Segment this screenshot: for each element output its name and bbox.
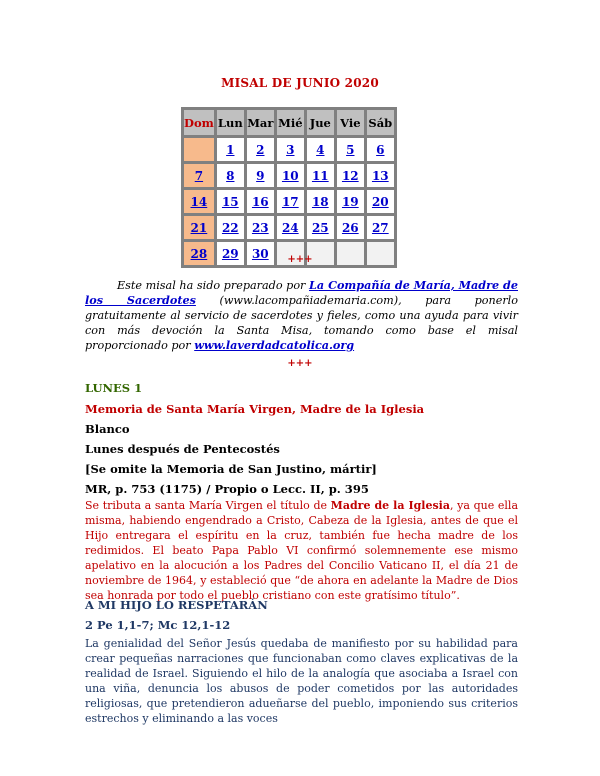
calendar-day-cell [217,138,244,161]
calendar-day-cell [337,216,364,239]
calendar-day-link[interactable]: 4 [316,142,325,157]
memorial-text-emphasis: Madre de la Iglesia [330,499,450,512]
calendar-day-link[interactable]: 17 [281,194,299,209]
omission-note: [Se omite la Memoria de San Justino, mártir] [85,462,377,476]
calendar-day-link[interactable]: 6 [376,142,385,157]
calendar-day-link[interactable]: 7 [194,168,204,183]
day-header-mie: Mié [277,110,304,135]
calendar-day-link[interactable]: 10 [281,168,299,183]
calendar-day-cell [247,164,274,187]
memorial-description [85,498,518,603]
calendar-day-cell [367,164,394,187]
readings-reference: 2 Pe 1,1-7; Mc 12,1-12 [85,618,231,632]
calendar-day-cell [217,164,244,187]
page-title: MISAL DE JUNIO 2020 [221,76,379,90]
memorial-text-end: , ya que ella misma, habiendo engendrado a Cristo, Cabeza de la Iglesia, antes de que el Hijo entregara el espíritu en la cruz, también fue hecha madre de los redimidos. El beato Papa Pablo VI confirmó solemnemente ese mismo apelativo en la alocución a los Padres del Concilio Vaticano II, el día 21 de noviembre de 1964, y estableció que “de ahora en adelante la Madre de Dios sea honrada por todo el pueblo cristiano con este gratísimo título”. [85,499,518,602]
calendar-day-link[interactable]: 2 [256,142,265,157]
calendar-day-link[interactable]: 29 [221,246,239,261]
calendar-week-row [184,138,394,161]
calendar-week-row [184,216,394,239]
calendar-day-cell [277,216,304,239]
calendar-day-link[interactable]: 11 [311,168,329,183]
calendar-day-cell [367,216,394,239]
reflection-title: A MI HIJO LO RESPETARÁN [85,598,268,612]
calendar-day-link[interactable]: 30 [251,246,269,261]
calendar-day-link[interactable]: 28 [190,246,208,261]
calendar-day-cell [277,164,304,187]
calendar-day-link[interactable]: 15 [221,194,239,209]
calendar-day-cell [337,138,364,161]
calendar-day-cell [184,164,214,187]
calendar-day-link[interactable]: 20 [371,194,389,209]
calendar-day-link[interactable]: 21 [190,220,208,235]
intro-text-middle: (www.lacompañiademaria.com), para ponerlo gratuitamente al servicio de sacerdotes y fieles, como una ayuda para vivir con más devoción la Santa Misa, tomando como base el misal proporcionado por [85,294,518,352]
calendar-day-link[interactable]: 24 [281,220,299,235]
calendar-day-link[interactable]: 19 [341,194,359,209]
day-header-dom: Dom [184,110,214,135]
calendar-day-cell [307,138,334,161]
calendar-day-cell [337,190,364,213]
laverdadcatolica-link[interactable]: www.laverdadcatolica.org [194,338,355,352]
calendar-day-link[interactable]: 16 [251,194,269,209]
calendar-day-cell [277,190,304,213]
calendar-day-link[interactable]: 8 [226,168,235,183]
separator: +++ [287,254,313,265]
calendar-day-cell [247,216,274,239]
memorial-text-start: Se tributa a santa María Virgen el título de [85,499,331,512]
calendar-day-link[interactable]: 25 [311,220,329,235]
day-header-jue: Jue [307,110,334,135]
calendar-day-cell [184,216,214,239]
day-header-sab: Sáb [367,110,394,135]
calendar-day-cell [307,216,334,239]
missal-references: MR, p. 753 (1175) / Propio o Lecc. II, p. 395 [85,482,369,496]
day-heading: LUNES 1 [85,381,143,395]
calendar-day-link[interactable]: 23 [251,220,269,235]
calendar-day-cell [247,138,274,161]
calendar-header-row [184,110,394,135]
calendar-day-link[interactable]: 1 [226,142,235,157]
calendar-week-row [184,164,394,187]
reflection-paragraph: La genialidad del Señor Jesús quedaba de manifiesto por su habilidad para crear pequeñas narraciones que funcionaban como claves explicativas de la realidad de Israel. Siguiendo el hilo de la analogía que asociaba a Israel con una viña, denuncia los abusos de poder cometidos por las autoridades religiosas, que pretendieron adueñarse del pueblo, imponiendo sus criterios estrechos y eliminando a las voces [85,637,518,725]
calendar-day-cell [184,190,214,213]
calendar-day-link[interactable]: 9 [256,168,265,183]
calendar-table [181,107,397,268]
calendar-day-cell [217,190,244,213]
day-header-mar: Mar [247,110,274,135]
calendar-day-cell [307,190,334,213]
day-header-lun: Lun [217,110,244,135]
calendar-day-link[interactable]: 12 [341,168,359,183]
liturgical-color: Blanco [85,422,130,436]
intro-paragraph [85,278,518,353]
calendar-day-link[interactable]: 27 [371,220,389,235]
intro-text-start: Este misal ha sido preparado por [117,279,310,292]
calendar-day-link[interactable]: 26 [341,220,359,235]
calendar-day-cell [247,190,274,213]
calendar-day-link[interactable]: 13 [371,168,389,183]
calendar-empty-cell [184,138,214,161]
calendar-day-link[interactable]: 5 [346,142,355,157]
separator: +++ [287,358,313,369]
calendar-week-row [184,190,394,213]
calendar-day-link[interactable]: 14 [190,194,208,209]
day-header-vie: Vie [337,110,364,135]
calendar-day-link[interactable]: 18 [311,194,329,209]
calendar-day-cell [367,190,394,213]
calendar-day-cell [367,138,394,161]
compania-maria-link[interactable]: La Compañía de María, Madre de los Sacerdotes [85,278,518,307]
calendar-day-link[interactable]: 22 [221,220,239,235]
calendar-day-link[interactable]: 3 [286,142,295,157]
liturgical-day: Lunes después de Pentecostés [85,442,280,456]
calendar-day-cell [307,164,334,187]
memorial-title: Memoria de Santa María Virgen, Madre de la Iglesia [85,402,425,416]
calendar-day-cell [277,138,304,161]
calendar-day-cell [217,216,244,239]
calendar-day-cell [337,164,364,187]
